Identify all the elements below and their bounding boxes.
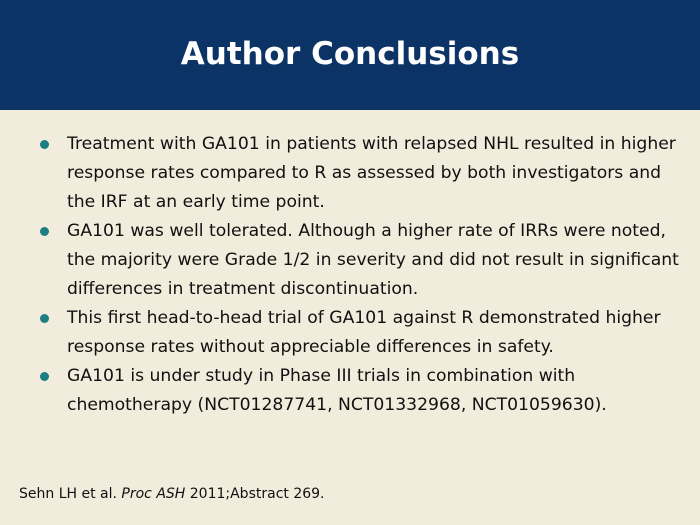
citation-detail: 2011;Abstract 269. <box>185 486 325 502</box>
bullet-list <box>0 130 700 420</box>
bullet-item <box>0 362 700 420</box>
bullet-text: GA101 is under study in Phase III trials in combination with chemotherapy (NCT01287741, NCT01332968, NCT01059630). <box>67 366 607 415</box>
bullet-dot-icon <box>40 227 49 236</box>
title-bar <box>0 0 700 110</box>
slide-title: Author Conclusions <box>180 36 520 72</box>
bullet-item <box>0 130 700 217</box>
bullet-dot-icon <box>40 314 49 323</box>
bullet-text: Treatment with GA101 in patients with relapsed NHL resulted in higher response rates compared to R as assessed by both investigators and the IRF at an early time point. <box>67 134 676 212</box>
bullet-text: GA101 was well tolerated. Although a higher rate of IRRs were noted, the majority were Grade 1/2 in severity and did not result in significant differences in treatment discontinuation. <box>67 221 679 299</box>
citation <box>19 486 325 502</box>
bullet-item <box>0 304 700 362</box>
bullet-text: This first head-to-head trial of GA101 against R demonstrated higher response rates without appreciable differences in safety. <box>67 308 661 357</box>
citation-authors: Sehn LH et al. <box>19 486 122 502</box>
bullet-dot-icon <box>40 140 49 149</box>
bullet-item <box>0 217 700 304</box>
bullet-dot-icon <box>40 372 49 381</box>
citation-journal: Proc ASH <box>121 486 186 502</box>
